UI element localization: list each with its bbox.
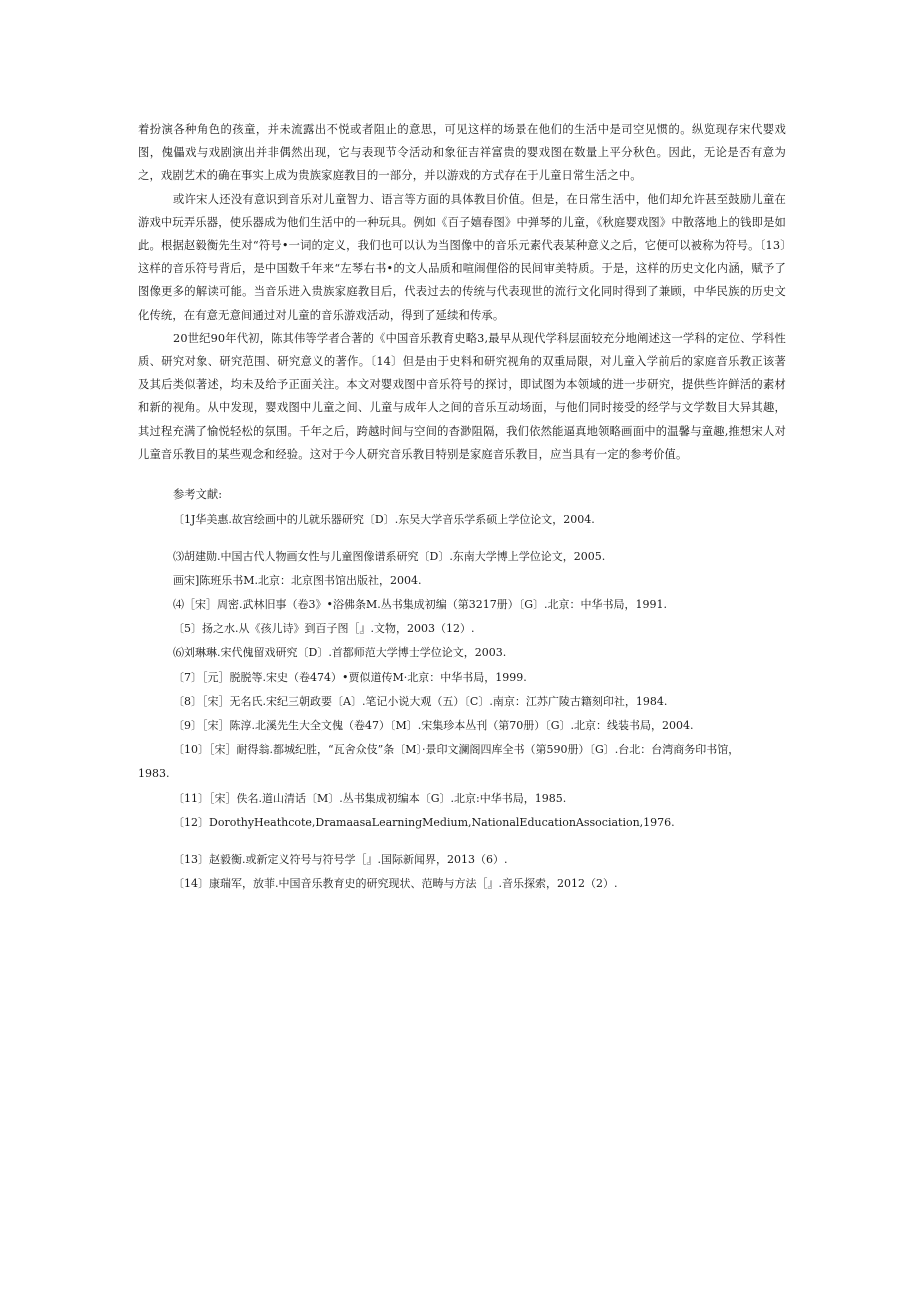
reference-item: 〔5〕扬之水.从《孩儿诗》到百子图［』.文物，2003（12）. (173, 622, 475, 635)
paragraph: 20世纪90年代初，陈其伟等学者合著的《中国音乐教育史略3,最早从现代学科层面较充分地阐述这一学科的定位、学科性质、研究对象、研究范围、研究意义的著作。〔14〕但是由于史料和研究视角的双重局限，对儿童入学前后的家庭音乐教正该著及其后类似著述，均未及给予正面关注。本文对婴戏图中音乐符号的探讨，即试图为本领域的进一步研究，提供些许鲜活的素材和新的视角。从中发现，婴戏图中儿童之间、儿童与成年人之间的音乐互动场面，与他们同时接受的经学与文学数目大异其趣，其过程充满了愉悦轻松的氛围。千年之后，跨越时间与空间的杳渺阻隔，我们依然能逼真地领略画面中的温馨与童趣,推想宋人对儿童音乐教目的某些观念和经验。这对于今人研究音乐教目特别是家庭音乐教目，应当具有一定的参考价值。 (138, 331, 786, 461)
reference-item: 〔10〕［宋］耐得翁.都城纪胜，“瓦舍众伎”条〔M〕·景印文澜阁四库全书（第590册）〔G〕.台北：台湾商务印书馆， (173, 743, 740, 756)
reference-item: 〔14〕康瑞军，放菲.中国音乐教育史的研究现状、范畴与方法［』.音乐探索，2012（2）. (173, 877, 618, 890)
reference-item: 〔7〕［元］脱脱等.宋史（卷474）•贾似道传M·北京：中华书局，1999. (173, 671, 527, 684)
reference-item: ⑹刘琳琳.宋代傀留戏研究〔D〕.首都师范大学博士学位论文，2003. (173, 646, 507, 659)
reference-item: 〔8〕［宋］无名氏.宋纪三朝政要〔A〕.笔记小说大观（五）〔C〕.南京：江苏广陵古籍刻印社，1984. (173, 695, 668, 708)
body-text (138, 118, 786, 466)
reference-item: 画宋]陈班乐书M.北京：北京图书馆出版社，2004. (173, 574, 422, 587)
reference-item: 〔12〕DorothyHeathcote,DramaasaLearningMedium,NationalEducationAssociation,1976. (173, 816, 675, 829)
references-heading: 参考文献: (173, 488, 222, 501)
reference-item: 〔11〕［宋］佚名.道山清话〔M〕.丛书集成初编本〔G〕.北京:中华书局，1985. (173, 792, 567, 805)
reference-item: ⑷［宋］周密.武林旧事（卷3》•浴佛条M.丛书集成初编（第3217册）〔G〕.北京：中华书局，1991. (173, 598, 668, 611)
reference-item: 〔1J华美惠.故宫绘画中的儿就乐器研究〔D〕.东吴大学音乐学系硕上学位论文，2004. (173, 513, 595, 526)
reference-item: 〔9〕［宋］陈淳.北溪先生大全文傀（卷47）〔M〕.宋集珍本丛刊（第70册）〔G〕.北京：线装书局，2004. (173, 719, 694, 732)
reference-item-continuation: 1983. (138, 767, 170, 780)
reference-item: 〔13〕赵毅衡.或新定义符号与符号学［』.国际新闻界，2013（6）. (173, 853, 508, 866)
paragraph: 着扮演各种角色的孩童，并未流露出不悦或者阻止的意思，可见这样的场景在他们的生活中是司空见惯的。纵览现存宋代婴戏图，傀儡戏与戏剧演出并非偶然出现，它与表现节令活动和象征吉祥富贵的婴戏图在数量上平分秋色。因此，无论是否有意为之，戏剧艺术的确在事实上成为贵族家庭教目的一部分，并以游戏的方式存在于儿童日常生活之中。 (138, 123, 786, 183)
reference-item: ⑶胡建勋.中国古代人物画女性与儿童图像谱系研究〔D〕.东南大学博上学位论文，2005. (173, 550, 606, 563)
paragraph: 或许宋人还没有意识到音乐对儿童智力、语言等方面的具体教目价值。但是，在日常生活中，他们却允许甚至鼓励儿童在游戏中玩弄乐器，使乐器成为他们生活中的一种玩具。例如《百子嬉春图》中弹琴的儿童，《秋庭婴戏图》中散落地上的钱即是如此。根据赵毅衡先生对“符号•一词的定义，我们也可以认为当图像中的音乐元素代表某种意义之后，它便可以被称为符号。〔13〕这样的音乐符号背后，是中国数千年来“左琴右书•的文人品质和喧闹俚俗的民间审美特质。于是，这样的历史文化内涵，赋予了图像更多的解读可能。当音乐进入贵族家庭教目后，代表过去的传统与代表现世的流行文化同时得到了兼顾，中华民族的历史文化传统，在有意无意间通过对儿童的音乐游戏活动，得到了延续和传承。 (138, 192, 786, 322)
